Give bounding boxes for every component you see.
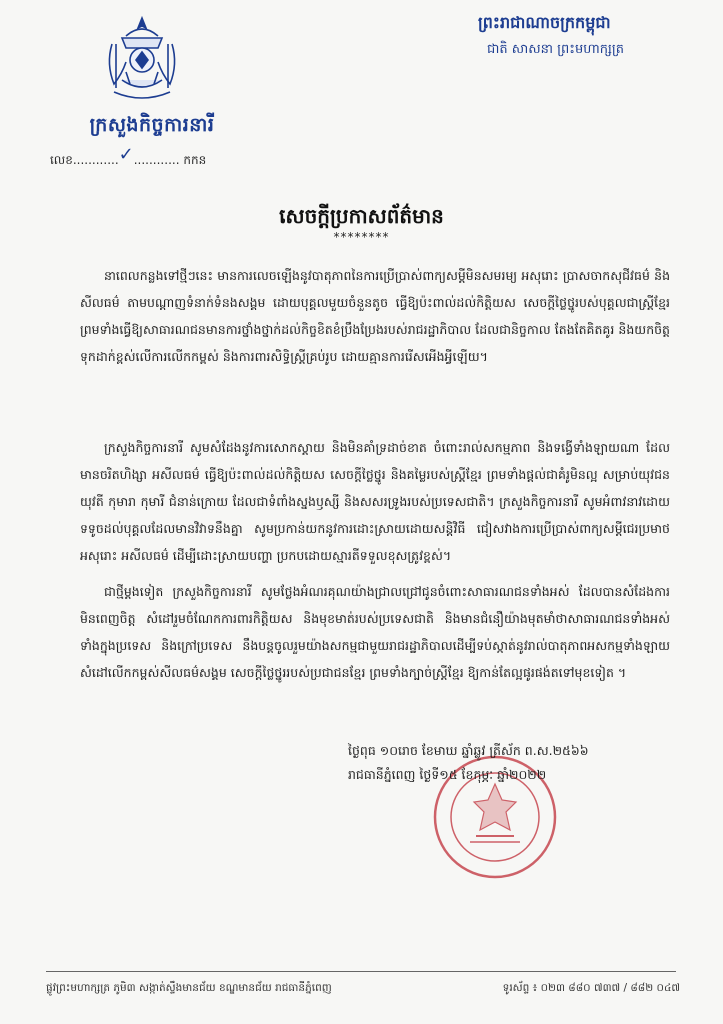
kingdom-name: ព្រះរាជាណាចក្រកម្ពុជា — [478, 13, 611, 32]
footer-phone: ទូរស័ព្ទ ៖ ០២៣ ៨៨០ ៧៣៧ / ៨៨២ ០៤៧ — [502, 982, 680, 994]
reference-dots: ............ — [72, 153, 119, 167]
paragraph-2: ក្រសួងកិច្ចការនារី សូមសំដែងនូវការសោកស្ដាយ និងមិនគាំទ្រដាច់ខាត ចំពោះរាល់សកម្មភាព និងទង្វើទាំងឡាយណា ដែលមានចរិតហិង្សា អសីលធម៌ ធ្វើឱ្យប៉ះពាល់ដល់កិត្តិយស សេចក្តីថ្លៃថ្នូរ និងគម្លៃរបស់ស្ត្រីខ្មែរ ព្រមទាំងផ្តល់ជាគំរូមិនល្អ សម្រាប់យុវជន យុវតី កុមារា កុមារី ជំនាន់ក្រោយ ដែលជាទំពាំងស្នងឫស្សី និងសសរទ្រូងរបស់ប្រទេសជាតិ។ ក្រសួងកិច្ចការនារី សូមអំពាវនាវដោយទទូចដល់បុគ្គលដែលមានវិវាទនឹងគ្នា សូមប្រកាន់យកនូវការដោះស្រាយដោយសន្តិវិធី ជៀសវាងការប្រើប្រាស់ពាក្យសម្ដីជេរប្រមាថ អសុរោះ អសីលធម៌ ដើម្បីដោះស្រាយបញ្ហា ប្រកបដោយស្មារតីទទួលខុសត្រូវខ្ពស់។ — [80, 440, 670, 563]
footer-address: ផ្លូវព្រះមហាក្សត្រ ភូមិ៣ សង្កាត់ស្ទឹងមានជ័យ ខណ្ឌមានជ័យ រាជធានីភ្នំពេញ — [46, 982, 332, 994]
lunar-date: ថ្ងៃពុធ ១០រោច ខែមាឃ ឆ្នាំឆ្លូវ ត្រីស័ក ព.ស.២៥៦៦ — [348, 743, 589, 758]
reference-dots-2: ............ — [133, 153, 180, 167]
footer-divider — [46, 971, 676, 972]
document-title: សេចក្តីប្រកាសព័ត៌មាន — [279, 204, 444, 228]
reference-prefix: លេខ — [50, 153, 73, 167]
solar-date-location: រាជធានីភ្នំពេញ ថ្ងៃទី១៥ ខែកុម្ភៈ ឆ្នាំ២០២២ — [348, 767, 547, 782]
national-motto: ជាតិ សាសនា ព្រះមហាក្សត្រ — [487, 42, 624, 57]
title-stars-divider: ******** — [333, 230, 390, 244]
reference-number-line — [50, 144, 250, 170]
ministry-name: ក្រសួងកិច្ចការនារី — [89, 114, 215, 136]
paragraph-1: នាពេលកន្លងទៅថ្មីៗនេះ មានការលេចឡើងនូវបាតុភាពនៃការប្រើប្រាស់ពាក្យសម្ដីមិនសមរម្យ អសុរោះ ប្រាសចាកសុជីវធម៌ និងសីលធម៌ តាមបណ្ដាញទំនាក់ទំនងសង្គម ដោយបុគ្គលមួយចំនួនតូច ធ្វើឱ្យប៉ះពាល់ដល់កិត្តិយស សេចក្តីថ្លៃថ្នូរបស់បុគ្គលជាស្ត្រីខ្មែរ ព្រមទាំងធ្វើឱ្យសាធារណជនមានការថ្នាំងថ្នាក់ដល់កិច្ចខិតខំប្រឹងប្រែងរបស់រាជរដ្ឋាភិបាល ដែលជានិច្ចកាល តែងតែគិតគូរ និងយកចិត្តទុកដាក់ខ្ពស់លើការលើកកម្ពស់ និងការពារសិទ្ធិស្ត្រីគ្រប់រូប ដោយគ្មានការរើសអើងអ្វីឡើយ។ — [80, 268, 670, 364]
royal-coat-of-arms-icon — [92, 14, 192, 106]
reference-suffix: កកន — [183, 153, 207, 167]
reference-handwritten-mark: ✓ — [118, 144, 134, 165]
paragraph-3: ជាថ្មីម្ដងទៀត ក្រសួងកិច្ចការនារី សូមថ្លែងអំណរគុណយ៉ាងជ្រាលជ្រៅជូនចំពោះសាធារណជនទាំងអស់ ដែលបានសំដែងការមិនពេញចិត្ត សំដៅរួមចំណែកការពារកិត្តិយស និងមុខមាត់របស់ប្រទេសជាតិ និងមានជំនឿយ៉ាងមុតមាំថាសាធារណជនទាំងអស់ ទាំងក្នុងប្រទេស និងក្រៅប្រទេស នឹងបន្តចូលរួមយ៉ាងសកម្មជាមួយរាជរដ្ឋាភិបាលដើម្បីទប់ស្កាត់នូវរាល់បាតុភាពអសកម្មទាំងឡាយ សំដៅលើកកម្ពស់សីលធម៌សង្គម សេចក្តីថ្លៃថ្នូររបស់ប្រជាជនខ្មែរ ព្រមទាំងក្បាច់ស្ត្រីខ្មែរ ឱ្យកាន់តែល្អផូរផង់តទៅមុខទៀត ។ — [80, 584, 670, 680]
